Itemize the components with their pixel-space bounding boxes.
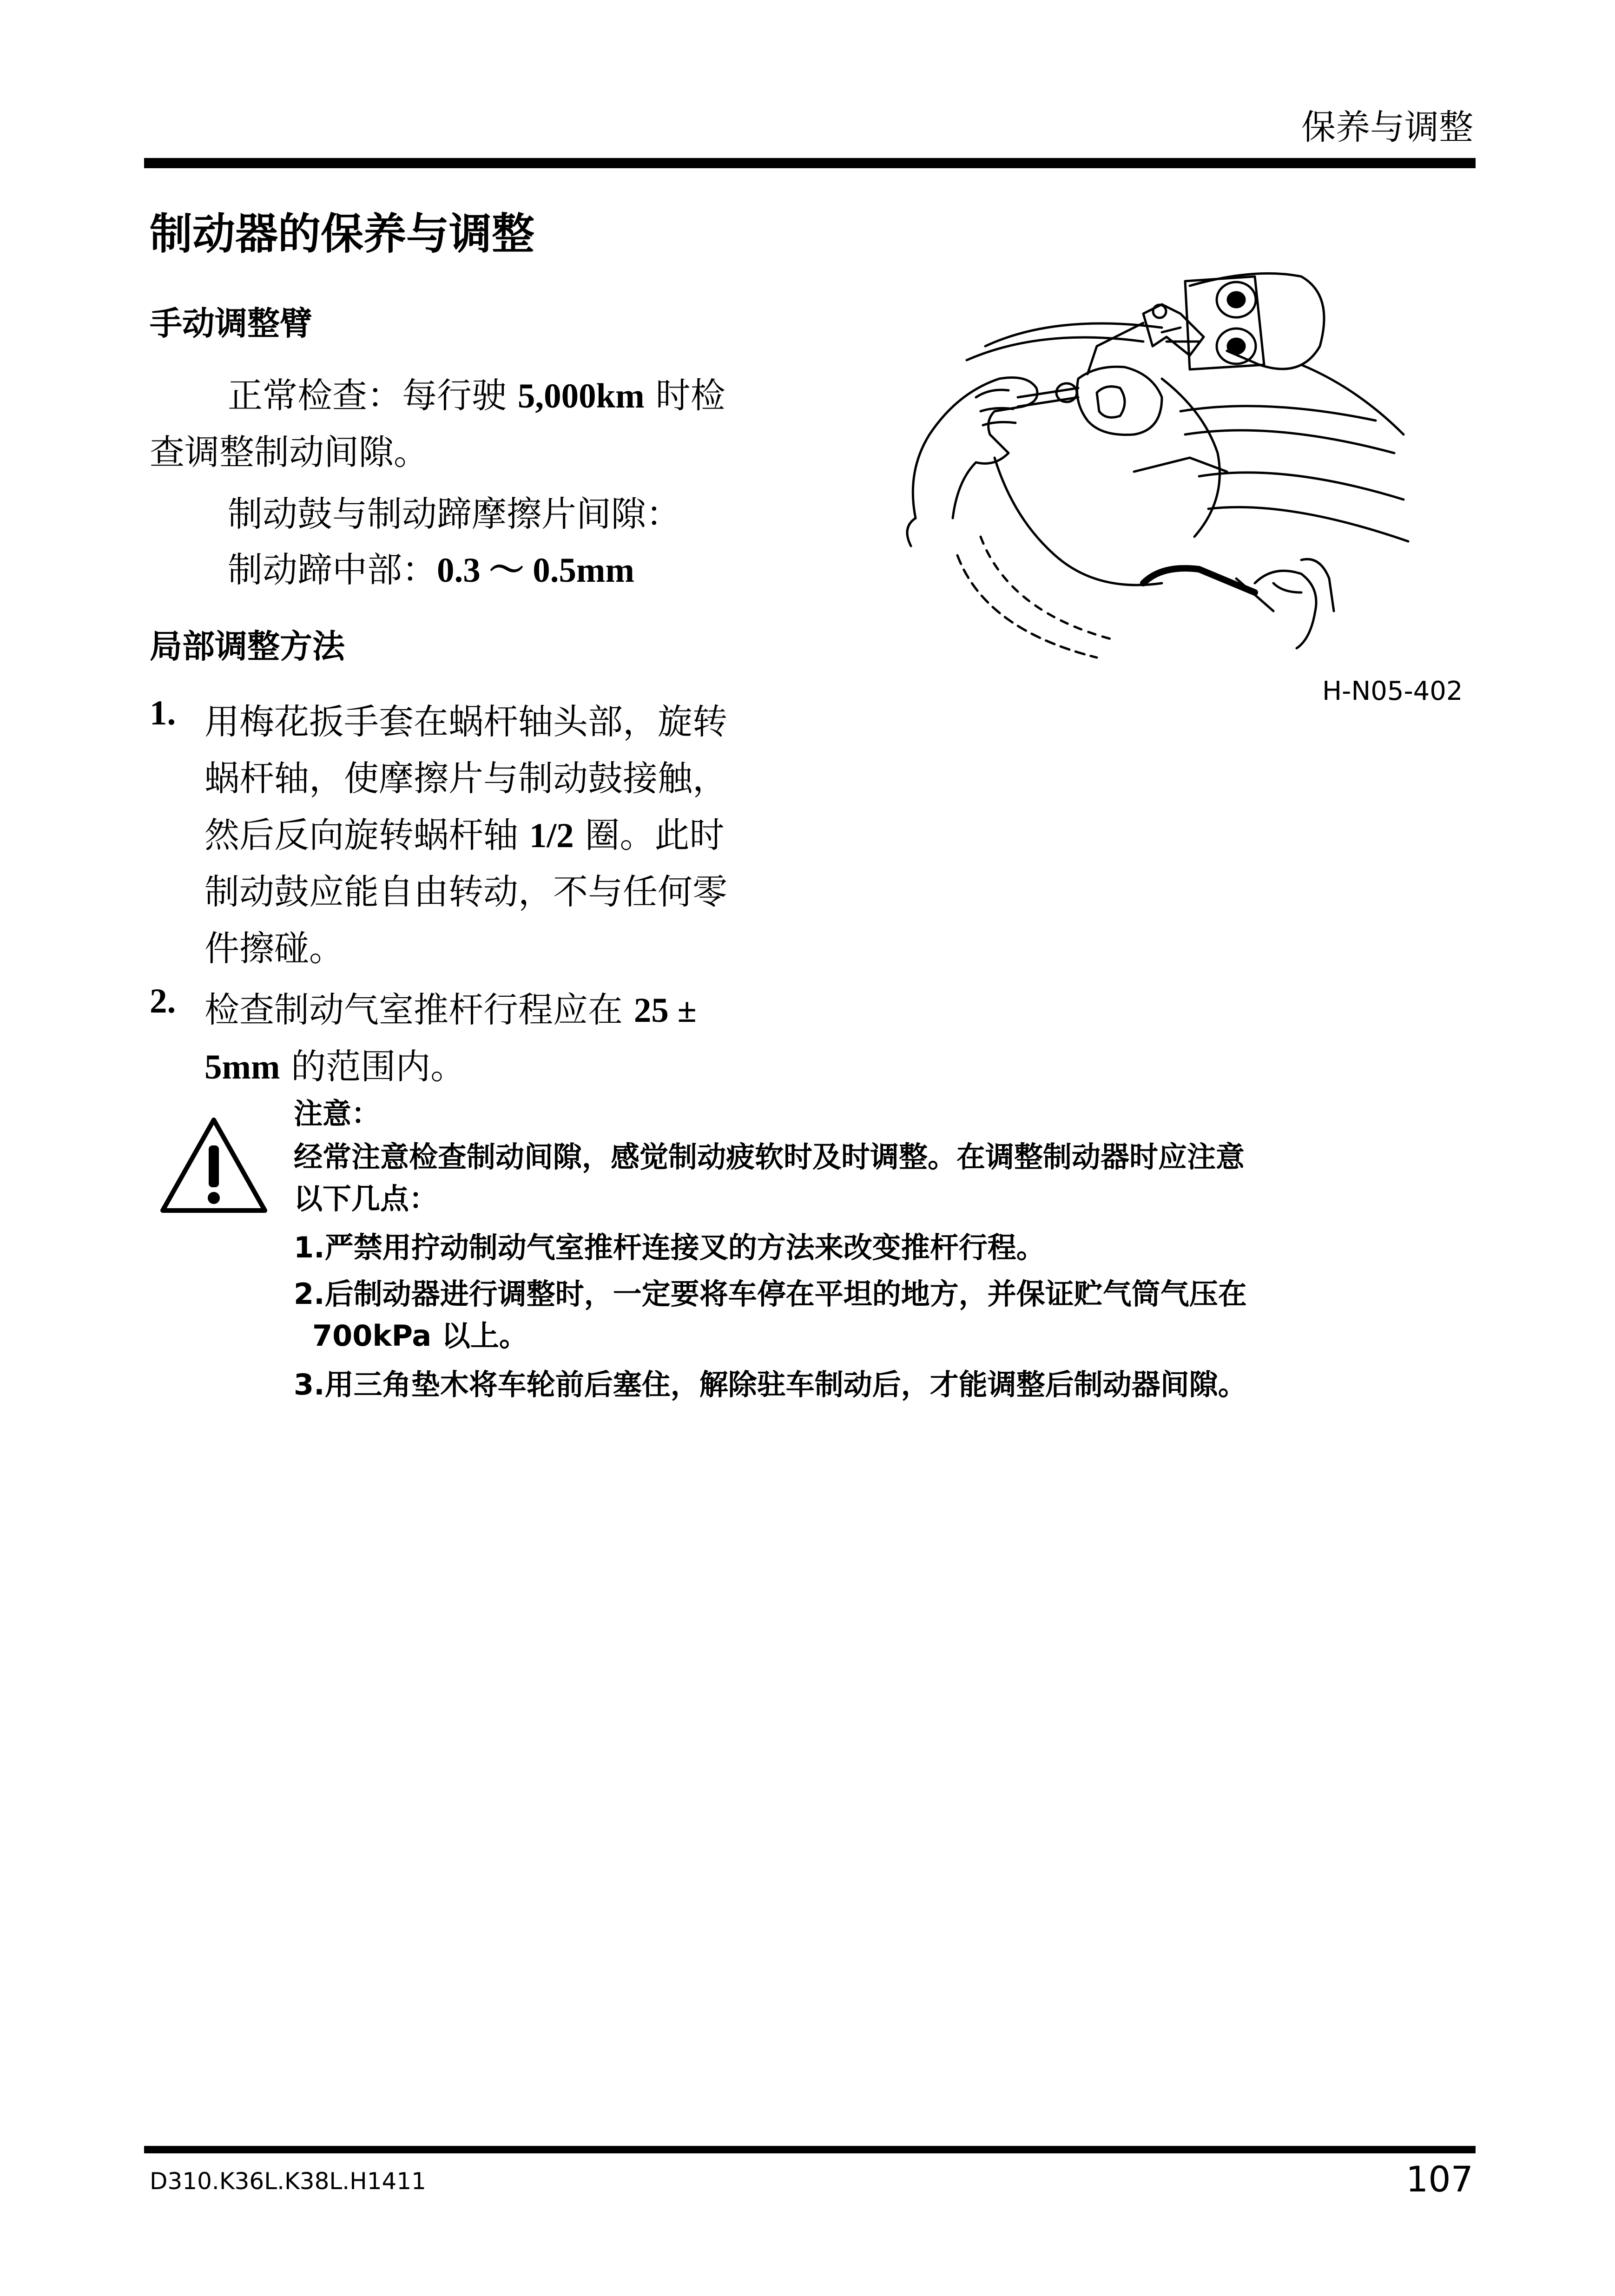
- step-1-line: 件擦碰。: [204, 928, 344, 969]
- note-line: 经常注意检查制动间隙，感觉制动疲软时及时调整。在调整制动器时应注意: [294, 1140, 1245, 1174]
- warning-triangle-icon: [158, 1115, 270, 1215]
- step-1-line: 蜗杆轴，使摩擦片与制动鼓接触，: [204, 758, 728, 799]
- check-interval-line-2: 查调整制动间隙。: [150, 432, 429, 473]
- step-2-line: 5mm 的范围内。: [204, 1046, 466, 1087]
- note-item-1: 1.严禁用拧动制动气室推杆连接叉的方法来改变推杆行程。: [294, 1230, 1045, 1264]
- page-title: 制动器的保养与调整: [150, 209, 535, 259]
- header-section-title: 保养与调整: [1301, 107, 1473, 147]
- clearance-label: 制动鼓与制动蹄摩擦片间隙：: [228, 493, 681, 534]
- note-item-2: 2.后制动器进行调整时，一定要将车停在平坦的地方，并保证贮气筒气压在: [294, 1277, 1247, 1311]
- mid-clearance-line: 制动蹄中部：0.3 ～ 0.5mm: [228, 549, 634, 590]
- brake-adjustment-illustration: [902, 258, 1422, 676]
- note-item-2-cont: 700kPa 以上。: [312, 1319, 528, 1353]
- step-2-line: 检查制动气室推杆行程应在 25 ±: [204, 989, 697, 1030]
- step-1-line: 制动鼓应能自由转动，不与任何零: [204, 871, 728, 912]
- step-1-number: 1.: [150, 694, 176, 732]
- check-interval-line: 正常检查：每行驶 5,000km 时检: [228, 375, 725, 416]
- note-item-3: 3.用三角垫木将车轮前后塞住，解除驻车制动后，才能调整后制动器间隙。: [294, 1368, 1247, 1401]
- section-heading-local-adjust: 局部调整方法: [150, 627, 345, 665]
- footer-rule: [144, 2146, 1476, 2153]
- footer-document-code: D310.K36L.K38L.H1411: [150, 2168, 426, 2195]
- figure-code: H-N05-402: [1322, 676, 1463, 706]
- step-1-line: 然后反向旋转蜗杆轴 1/2 圈。此时: [204, 815, 725, 855]
- step-2-number: 2.: [150, 982, 176, 1020]
- note-line: 以下几点：: [294, 1182, 438, 1216]
- page-number: 107: [1405, 2158, 1473, 2200]
- section-heading-manual-arm: 手动调整臂: [150, 304, 312, 342]
- header-rule: [144, 158, 1476, 168]
- note-heading: 注意：: [294, 1097, 381, 1131]
- step-1-line: 用梅花扳手套在蜗杆轴头部，旋转: [204, 701, 728, 742]
